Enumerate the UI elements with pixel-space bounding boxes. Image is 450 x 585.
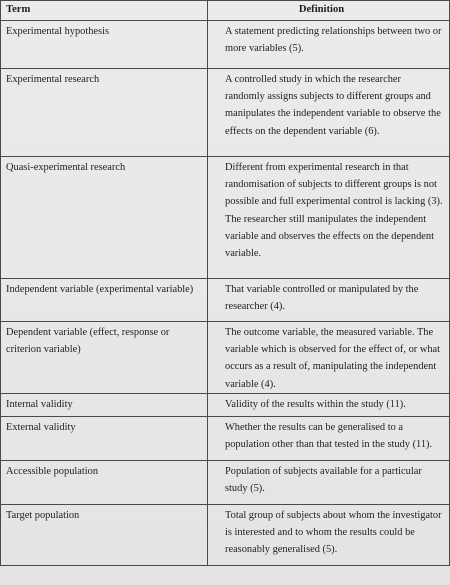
term-cell: Target population xyxy=(1,504,208,565)
term-cell: Internal validity xyxy=(1,393,208,416)
definition-cell: That variable controlled or manipulated by the researcher (4). xyxy=(208,279,450,322)
term-cell: Dependent variable (effect, response or criterion variable) xyxy=(1,322,208,394)
table-row xyxy=(1,157,450,279)
definition-cell: A controlled study in which the researcher randomly assigns subjects to different groups and manipulates the independent variable to observe the effects on the dependent variable (6). xyxy=(208,69,450,157)
term-cell: Accessible population xyxy=(1,460,208,504)
definition-cell: Validity of the results within the study (11). xyxy=(208,393,450,416)
term-cell: Experimental research xyxy=(1,69,208,157)
table-row xyxy=(1,21,450,69)
term-cell: External validity xyxy=(1,416,208,460)
definition-cell: Different from experimental research in that randomisation of subjects to different groups is not possible and full experimental control is lacking (3). The researcher still manipulates the independent variable and observes the effects on the dependent variable. xyxy=(208,157,450,279)
definition-cell: A statement predicting relationships between two or more variables (5). xyxy=(208,21,450,69)
term-cell: Independent variable (experimental variable) xyxy=(1,279,208,322)
table-row xyxy=(1,416,450,460)
table-row xyxy=(1,279,450,322)
table-row xyxy=(1,504,450,565)
table-header-row xyxy=(1,1,450,21)
table-row xyxy=(1,322,450,394)
definition-cell: The outcome variable, the measured variable. The variable which is observed for the effect of, or what occurs as a result of, manipulating the independent variable (4). xyxy=(208,322,450,394)
definition-cell: Whether the results can be generalised to a population other than that tested in the study (11). xyxy=(208,416,450,460)
column-header-term: Term xyxy=(1,1,208,21)
term-cell: Experimental hypothesis xyxy=(1,21,208,69)
definition-cell: Total group of subjects about whom the investigator is interested and to whom the results could be reasonably generalised (5). xyxy=(208,504,450,565)
term-cell: Quasi-experimental research xyxy=(1,157,208,279)
table-row xyxy=(1,460,450,504)
definition-cell: Population of subjects available for a particular study (5). xyxy=(208,460,450,504)
column-header-definition: Definition xyxy=(208,1,450,21)
table-row xyxy=(1,69,450,157)
table-row xyxy=(1,393,450,416)
